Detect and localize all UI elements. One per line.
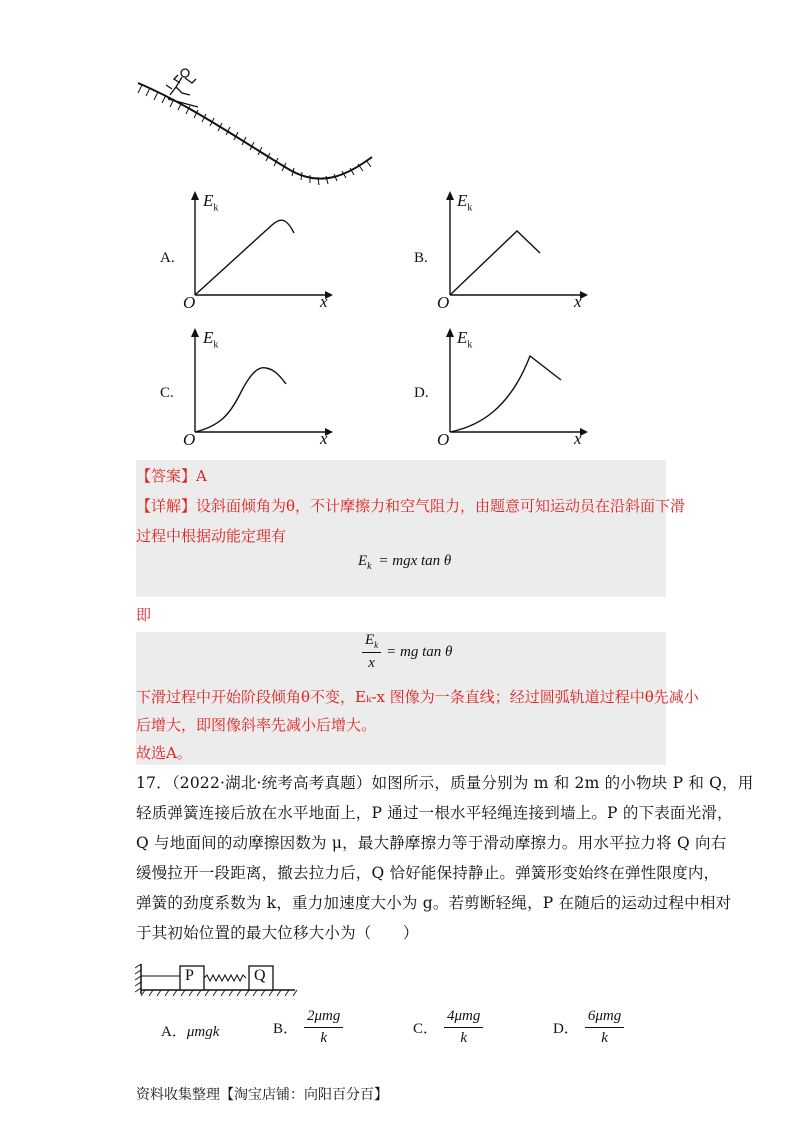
graph-d-option-label: D.: [414, 385, 429, 401]
graph-d-curve: [450, 356, 561, 432]
ski-slope-illustration: [130, 65, 380, 190]
answer-value: A: [196, 467, 207, 485]
explanation-tag: 【详解】: [136, 497, 197, 515]
graph-c-origin: O: [183, 430, 196, 449]
question-line-6: 于其初始位置的最大位移大小为（ ）: [136, 924, 419, 942]
graph-b-ylabel: $E_k$: [457, 191, 473, 214]
graph-b-origin: O: [437, 293, 450, 312]
option-b[interactable]: B． $\frac{\text{2μmg}}{k}$: [273, 1008, 343, 1047]
question-line-2: 轻质弹簧连接后放在水平地面上，P 通过一根水平轻绳连接到墙上。P 的下表面光滑，: [136, 804, 733, 822]
graph-b-curve: [450, 231, 540, 295]
option-d[interactable]: D． $\frac{\text{6μmg}}{k}$: [553, 1008, 624, 1047]
explanation-line-1: 【详解】设斜面倾角为θ，不计摩擦力和空气阻力，由题意可知运动员在沿斜面下滑: [136, 497, 686, 515]
option-a[interactable]: A．μmgk: [161, 1024, 220, 1040]
formula-2: $\frac{E_k}{x}$ = mg tan θ: [362, 632, 452, 672]
formula-1: $E_k$ = mgx tan θ: [358, 553, 452, 572]
question-line-4: 缓慢拉开一段距离，撤去拉力后，Q 恰好能保持静止。弹簧形变始终在弹性限度内，: [136, 864, 720, 882]
answer-tag: 【答案】: [136, 467, 197, 485]
ji-label: 即: [136, 606, 152, 624]
graph-a-curve: [195, 220, 294, 295]
block-q-label: Q: [254, 967, 266, 984]
graph-a-option-label: A.: [160, 250, 175, 266]
spring: [204, 975, 246, 981]
graph-b-option-label: B.: [414, 250, 428, 266]
block-p-label: P: [185, 967, 194, 984]
explanation-line-4: 后增大，即图像斜率先减小后增大。: [136, 716, 377, 734]
graph-a-origin: O: [183, 293, 196, 312]
explanation-line-5: 故选A。: [136, 744, 192, 762]
explanation-line-2: 过程中根据动能定理有: [136, 527, 287, 545]
question-line-1: 17．（2022·湖北·统考高考真题）如图所示，质量分别为 m 和 2m 的小物块 P 和 Q，用: [136, 774, 754, 792]
graph-c-ylabel: $E_k$: [203, 328, 219, 351]
graph-d-xlabel: x: [574, 429, 582, 448]
graph-a-xlabel: x: [320, 292, 328, 311]
question-line-3: Q 与地面间的动摩擦因数为 μ，最大静摩擦力等于滑动摩擦力。用水平拉力将 Q 向右: [136, 834, 727, 852]
footer-text: 资料收集整理【淘宝店铺：向阳百分百】: [136, 1087, 388, 1103]
graph-a-ylabel: $E_k$: [203, 191, 219, 214]
question-line-5: 弹簧的劲度系数为 k，重力加速度大小为 g。若剪断轻绳，P 在随后的运动过程中相对: [136, 894, 732, 912]
explanation-line-3: 下滑过程中开始阶段倾角θ不变，Eₖ-x 图像为一条直线；经过圆弧轨道过程中θ先减小: [136, 688, 699, 706]
graph-b-xlabel: x: [574, 292, 582, 311]
graph-d-ylabel: $E_k$: [457, 328, 473, 351]
graph-d-origin: O: [437, 430, 450, 449]
option-c[interactable]: C． $\frac{\text{4μmg}}{k}$: [413, 1008, 483, 1047]
spring-diagram: [135, 962, 305, 1002]
graph-c-curve: [195, 368, 286, 432]
graph-c-xlabel: x: [320, 429, 328, 448]
answer-line: [136, 461, 207, 491]
graph-c-option-label: C.: [160, 385, 174, 401]
